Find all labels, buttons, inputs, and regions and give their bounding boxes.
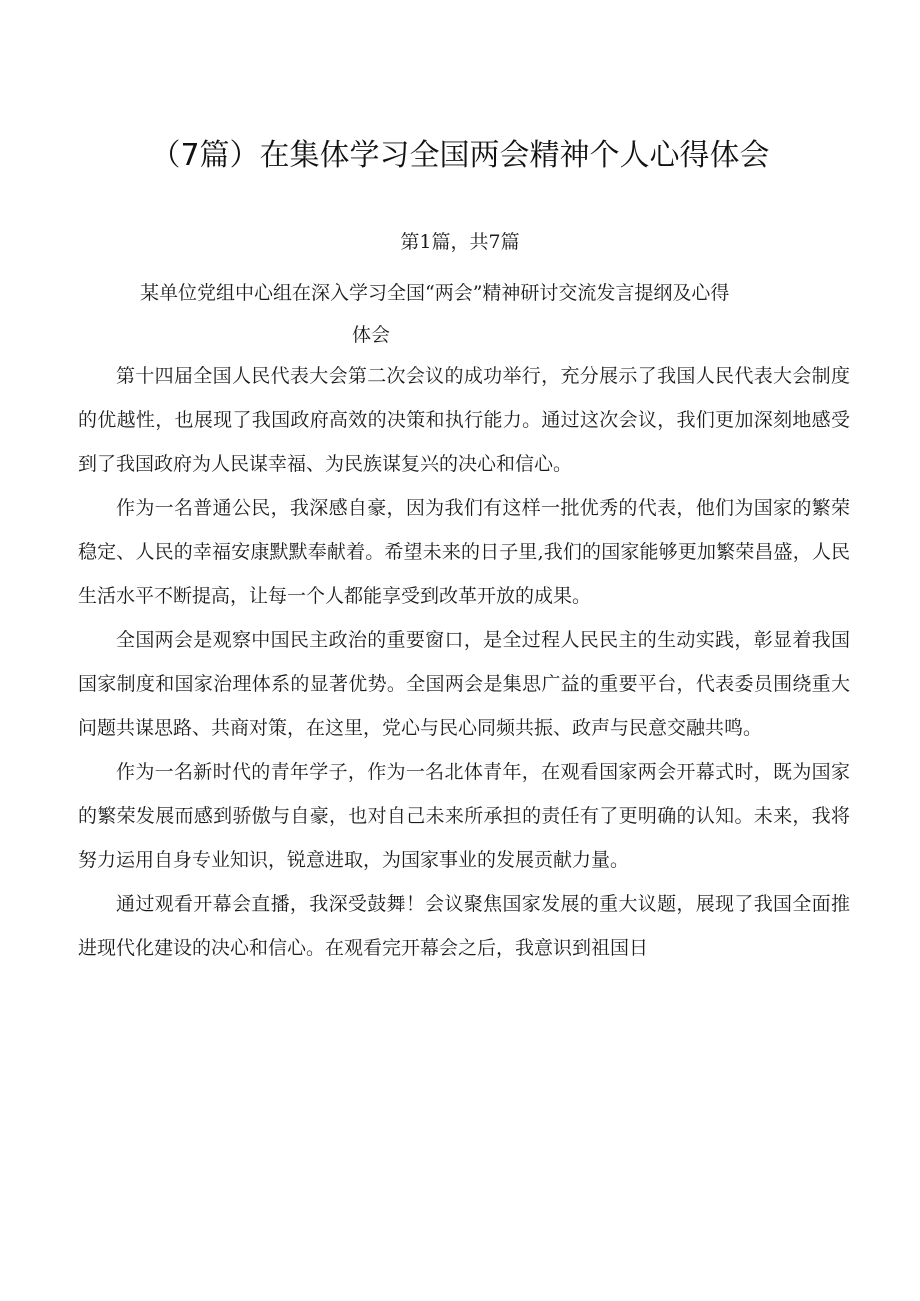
section-heading-line1: 某单位党组中心组在深入学习全国“两会”精神研讨交流发言提纲及心得: [140, 282, 730, 304]
paragraph: 第十四届全国人民代表大会第二次会议的成功举行，充分展示了我国人民代表大会制度的优越性，也展现了我国政府高效的决策和执行能力。通过这次会议，我们更加深刻地感受到了我国政府为人民谋幸福、为民族谋复兴的决心和信心。: [78, 365, 850, 475]
body-text: [78, 354, 850, 970]
section-heading: [140, 272, 840, 356]
section-counter: 第1篇，共7篇: [400, 231, 520, 253]
paragraph: 作为一名普通公民，我深感自豪，因为我们有这样一批优秀的代表，他们为国家的繁荣稳定、人民的幸福安康默默奉献着。希望未来的日子里,我们的国家能够更加繁荣昌盛，人民生活水平不断提高，让每一个人都能享受到改革开放的成果。: [78, 497, 850, 607]
paragraph: 通过观看开幕会直播，我深受鼓舞！会议聚焦国家发展的重大议题，展现了我国全面推进现代化建设的决心和信心。在观看完开幕会之后，我意识到祖国日: [78, 893, 850, 959]
document-title: （7篇）在集体学习全国两会精神个人心得体会: [150, 138, 770, 174]
paragraph: 全国两会是观察中国民主政治的重要窗口，是全过程人民民主的生动实践，彰显着我国国家制度和国家治理体系的显著优势。全国两会是集思广益的重要平台，代表委员围绕重大问题共谋思路、共商对策，在这里，党心与民心同频共振、政声与民意交融共鸣。: [78, 629, 850, 739]
section-heading-line2: 体会: [352, 324, 391, 346]
paragraph: 作为一名新时代的青年学子，作为一名北体青年，在观看国家两会开幕式时，既为国家的繁荣发展而感到骄傲与自豪，也对自己未来所承担的责任有了更明确的认知。未来，我将努力运用自身专业知识，锐意进取，为国家事业的发展贡献力量。: [78, 761, 850, 871]
